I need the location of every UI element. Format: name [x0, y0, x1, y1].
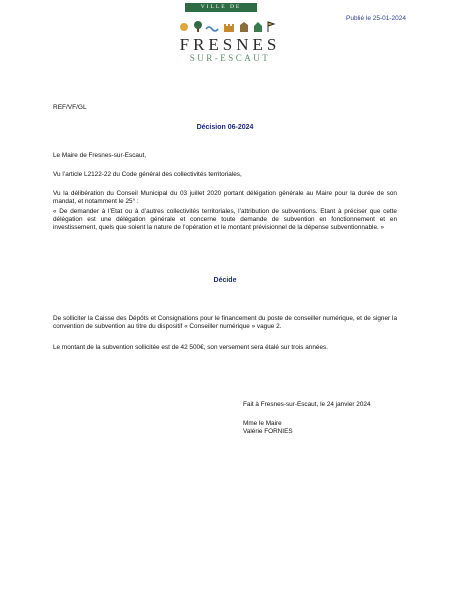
logo-title: FRESNES: [179, 35, 281, 54]
logo-band: VILLE DE: [185, 3, 257, 12]
house-icon: [254, 22, 262, 32]
decision-title: Décision 06-2024: [196, 124, 254, 131]
decision-paragraph-2: Le montant de la subvention sollicitée est de 42 500€, son versement sera étalé sur trois années.: [53, 344, 328, 351]
logo-subtitle: SUR-ESCAUT: [189, 53, 271, 63]
signatory-name: Valérie FORNIES: [243, 428, 293, 435]
delegation-quote: « De demander à l’Etat ou à d’autres collectivités territoriales, l’attribution de subventions. Etant à préciser que cette délégation est une délégation générale et concerne toute demande de subvention en fonctionnement et en investissement, quels que soient la nature de l’opération et le montant prévisionnel de la dépense subventionnable. »: [53, 208, 397, 231]
flag-icon: [268, 22, 274, 32]
sun-icon: [180, 23, 188, 31]
reference: REF/VF/GL: [53, 104, 87, 111]
signatory-role: Mme le Maire: [243, 420, 282, 427]
vu-article: Vu l’article L2122-22 du Code général des collectivités territoriales,: [53, 171, 242, 178]
logo-heritage-icons: [172, 19, 282, 33]
vu-deliberation: Vu la délibération du Conseil Municipal du 03 juillet 2020 portant délégation générale au Maire pour la durée de son mandat, et notamment le 25° :: [53, 190, 397, 205]
place-date: Fait à Fresnes-sur-Escaut, le 24 janvier 2024: [243, 401, 371, 408]
castle-icon: [224, 24, 234, 32]
decision-paragraph-1: De solliciter la Caisse des Dépôts et Consignations pour le financement du poste de conseiller numérique, et de signer la convention de subvention au titre du dispositif « Conseiller numérique » vague 2.: [53, 315, 397, 330]
wave-icon: [206, 27, 218, 31]
intro-line: Le Maire de Fresnes-sur-Escaut,: [53, 152, 147, 159]
tree-icon: [194, 21, 202, 29]
mine-icon: [240, 22, 248, 32]
published-date: Publié le 25-01-2024: [346, 15, 406, 22]
town-logo: [160, 3, 300, 71]
decide-heading: Décide: [213, 277, 237, 284]
